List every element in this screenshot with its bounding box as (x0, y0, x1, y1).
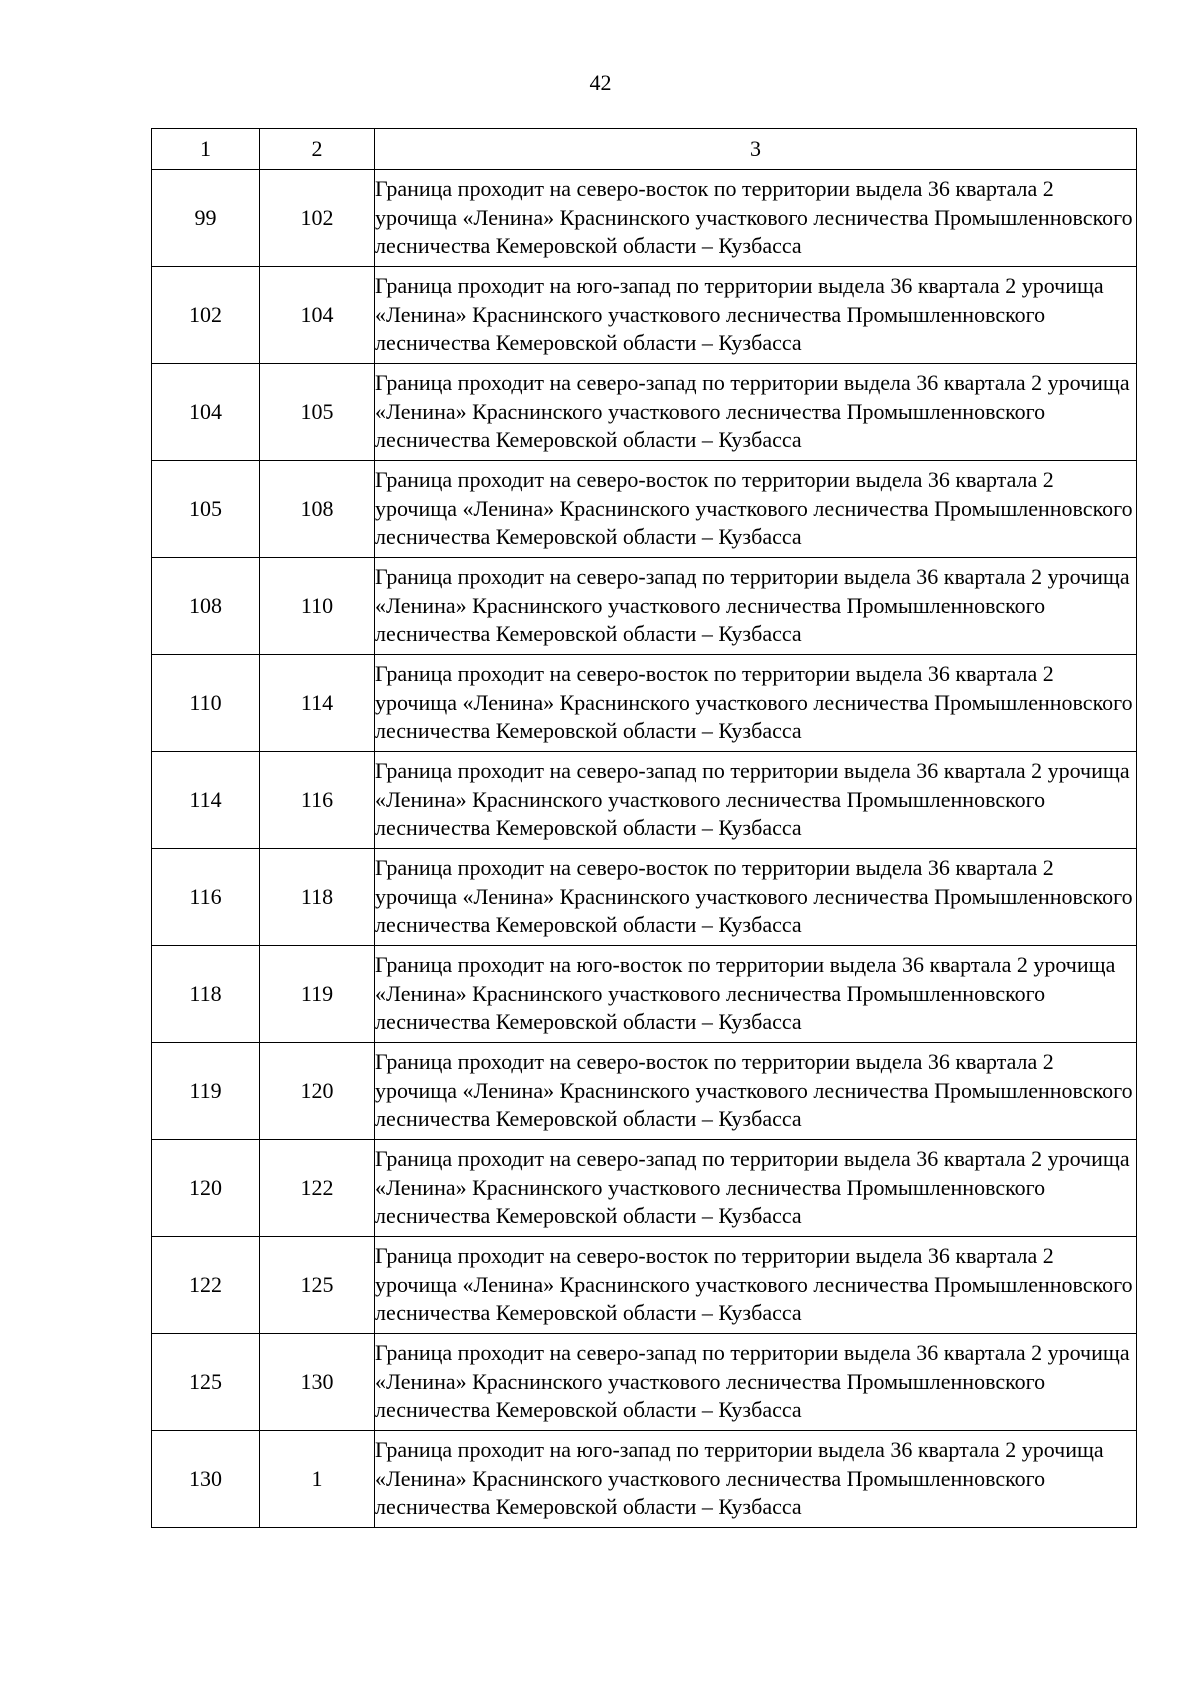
table-row (152, 558, 1137, 655)
column-header-3: 3 (375, 129, 1137, 170)
table-row (152, 849, 1137, 946)
point-to: 110 (260, 558, 375, 655)
boundary-description: Граница проходит на северо-восток по территории выдела 36 квартала 2 урочища «Ленина» Краснинского участкового лесничества Промышленновского лесничества Кемеровской области – Кузбасса (375, 849, 1137, 946)
boundary-description: Граница проходит на северо-запад по территории выдела 36 квартала 2 урочища «Ленина» Краснинского участкового лесничества Промышленновского лесничества Кемеровской области – Кузбасса (375, 1334, 1137, 1431)
table-row (152, 946, 1137, 1043)
point-to: 108 (260, 461, 375, 558)
table-row (152, 1237, 1137, 1334)
point-to: 1 (260, 1431, 375, 1528)
boundary-description: Граница проходит на северо-восток по территории выдела 36 квартала 2 урочища «Ленина» Краснинского участкового лесничества Промышленновского лесничества Кемеровской области – Кузбасса (375, 1043, 1137, 1140)
point-from: 108 (152, 558, 260, 655)
table-row (152, 461, 1137, 558)
table-row (152, 364, 1137, 461)
boundary-description: Граница проходит на юго-восток по территории выдела 36 квартала 2 урочища «Ленина» Краснинского участкового лесничества Промышленновского лесничества Кемеровской области – Кузбасса (375, 946, 1137, 1043)
table-row (152, 1334, 1137, 1431)
boundary-description: Граница проходит на юго-запад по территории выдела 36 квартала 2 урочища «Ленина» Краснинского участкового лесничества Промышленновского лесничества Кемеровской области – Кузбасса (375, 267, 1137, 364)
point-from: 104 (152, 364, 260, 461)
point-to: 122 (260, 1140, 375, 1237)
point-from: 119 (152, 1043, 260, 1140)
point-to: 104 (260, 267, 375, 364)
boundary-description: Граница проходит на северо-запад по территории выдела 36 квартала 2 урочища «Ленина» Краснинского участкового лесничества Промышленновского лесничества Кемеровской области – Кузбасса (375, 1140, 1137, 1237)
point-from: 116 (152, 849, 260, 946)
point-from: 130 (152, 1431, 260, 1528)
page-number (0, 70, 1200, 96)
point-to: 116 (260, 752, 375, 849)
point-to: 125 (260, 1237, 375, 1334)
page-number-text: 42 (589, 70, 612, 95)
boundary-description: Граница проходит на северо-запад по территории выдела 36 квартала 2 урочища «Ленина» Краснинского участкового лесничества Промышленновского лесничества Кемеровской области – Кузбасса (375, 364, 1137, 461)
point-from: 114 (152, 752, 260, 849)
point-to: 105 (260, 364, 375, 461)
point-from: 118 (152, 946, 260, 1043)
point-to: 119 (260, 946, 375, 1043)
table-row (152, 1431, 1137, 1528)
column-header-2: 2 (260, 129, 375, 170)
table-row (152, 1140, 1137, 1237)
boundary-table (151, 128, 1137, 1528)
boundary-description: Граница проходит на северо-восток по территории выдела 36 квартала 2 урочища «Ленина» Краснинского участкового лесничества Промышленновского лесничества Кемеровской области – Кузбасса (375, 461, 1137, 558)
boundary-description: Граница проходит на юго-запад по территории выдела 36 квартала 2 урочища «Ленина» Краснинского участкового лесничества Промышленновского лесничества Кемеровской области – Кузбасса (375, 1431, 1137, 1528)
table-row (152, 655, 1137, 752)
point-to: 114 (260, 655, 375, 752)
table-row (152, 752, 1137, 849)
table-row (152, 267, 1137, 364)
table-row (152, 170, 1137, 267)
boundary-description: Граница проходит на северо-восток по территории выдела 36 квартала 2 урочища «Ленина» Краснинского участкового лесничества Промышленновского лесничества Кемеровской области – Кузбасса (375, 655, 1137, 752)
point-from: 105 (152, 461, 260, 558)
column-header-1: 1 (152, 129, 260, 170)
boundary-description: Граница проходит на северо-запад по территории выдела 36 квартала 2 урочища «Ленина» Краснинского участкового лесничества Промышленновского лесничества Кемеровской области – Кузбасса (375, 558, 1137, 655)
point-to: 118 (260, 849, 375, 946)
point-from: 122 (152, 1237, 260, 1334)
point-from: 125 (152, 1334, 260, 1431)
point-from: 120 (152, 1140, 260, 1237)
point-from: 99 (152, 170, 260, 267)
table-row (152, 1043, 1137, 1140)
point-to: 102 (260, 170, 375, 267)
boundary-description: Граница проходит на северо-запад по территории выдела 36 квартала 2 урочища «Ленина» Краснинского участкового лесничества Промышленновского лесничества Кемеровской области – Кузбасса (375, 752, 1137, 849)
point-from: 102 (152, 267, 260, 364)
table-header-row (152, 129, 1137, 170)
point-to: 120 (260, 1043, 375, 1140)
point-from: 110 (152, 655, 260, 752)
boundary-description: Граница проходит на северо-восток по территории выдела 36 квартала 2 урочища «Ленина» Краснинского участкового лесничества Промышленновского лесничества Кемеровской области – Кузбасса (375, 1237, 1137, 1334)
point-to: 130 (260, 1334, 375, 1431)
boundary-description: Граница проходит на северо-восток по территории выдела 36 квартала 2 урочища «Ленина» Краснинского участкового лесничества Промышленновского лесничества Кемеровской области – Кузбасса (375, 170, 1137, 267)
